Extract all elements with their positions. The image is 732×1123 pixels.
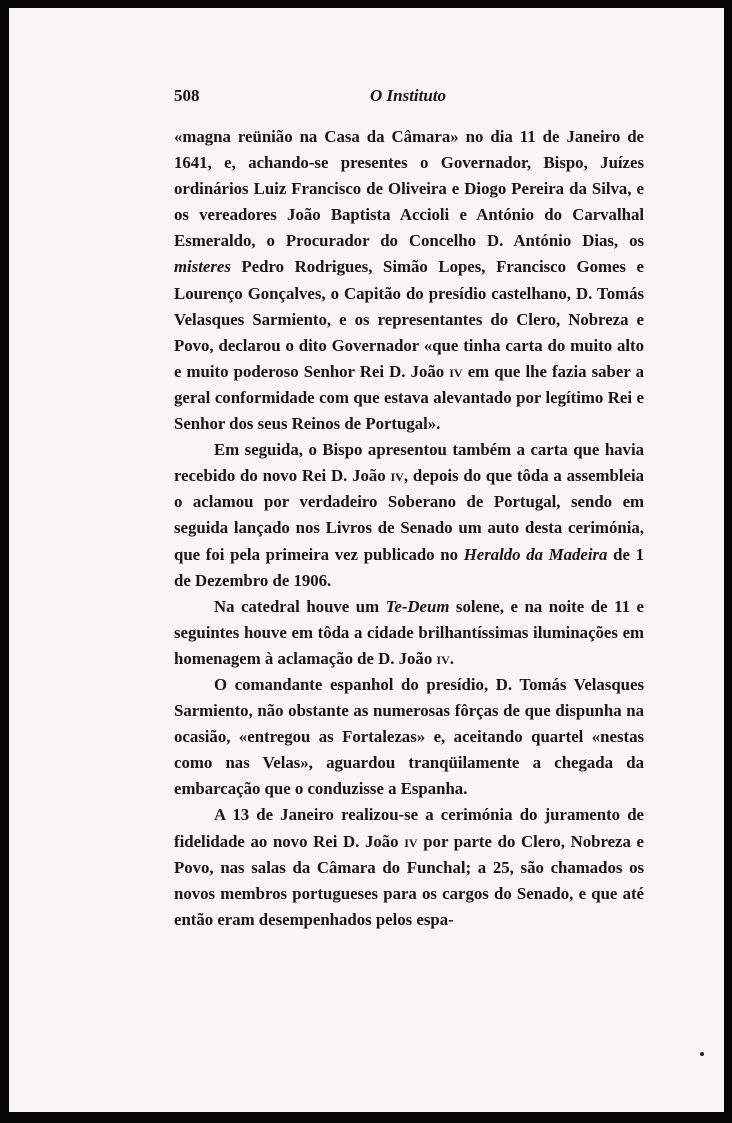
italic-title-heraldo: Heraldo da Madeira — [463, 544, 608, 564]
paragraph-1 — [174, 124, 644, 437]
text-run: , depois do que tôda a assembleia o aclamou por verdadeiro Soberano de Portugal, sendo em seguida lançado nos Livros de Senado um auto desta cerimónia, que foi pela primeira vez publicado no — [174, 466, 644, 564]
text-run: Em seguida, o Bispo apresentou também a carta que havia recebido do novo Rei D. João — [174, 440, 644, 486]
text-run: . — [449, 648, 454, 668]
italic-term-te-deum: Te-Deum — [385, 596, 450, 616]
running-title: O Instituto — [370, 86, 447, 105]
scan-speck — [700, 1052, 704, 1056]
body-text — [174, 124, 644, 933]
text-run: de 1 de Dezembro de 1906. — [174, 544, 645, 590]
text-run: em que lhe fazia saber a geral conformidade com que estava alevantado por legítimo Rei e Senhor dos seus Reinos de Portugal». — [174, 361, 644, 434]
text-run: solene, e na noite de 11 e seguintes houve em tôda a cidade brilhantíssimas iluminações em homenagem à aclamação de D. João — [174, 596, 644, 668]
paragraph-5 — [174, 802, 644, 932]
paragraph-3 — [174, 594, 644, 672]
text-run: por parte do Clero, Nobreza e Povo, nas salas da Câmara do Funchal; a 25, são chamados os novos membros portugueses para os cargos do Senado, e que até então eram desempenhados pelos espa- — [174, 831, 644, 929]
page-header — [174, 86, 644, 108]
text-run: Na catedral houve um — [214, 596, 386, 616]
roman-numeral: iv — [390, 466, 404, 486]
roman-numeral: iv — [436, 648, 450, 668]
text-run: A 13 de Janeiro realizou-se a cerimónia do juramento de fidelidade ao novo Rei D. João — [174, 805, 644, 851]
paragraph-2 — [174, 437, 644, 594]
text-run: Pedro Rodrigues, Simão Lopes, Francisco Gomes e Lourenço Gonçalves, o Capitão do presídio castelhano, D. Tomás Velasques Sarmiento, e os representantes do Clero, Nobreza e Povo, declarou o dito Governador «que tinha carta do muito alto e muito poderoso Senhor Rei D. João — [174, 257, 644, 381]
paragraph-4 — [174, 672, 644, 802]
italic-term-misteres: misteres — [174, 257, 231, 277]
roman-numeral: iv — [449, 361, 463, 381]
text-run: «magna reünião na Casa da Câmara» no dia 11 de Janeiro de 1641, e, achando-se presentes o Governador, Bispo, Juízes ordinários Luiz Francisco de Oliveira e Diogo Pereira da Silva, e os vereadores João Baptista Accioli e António do Carvalhal Esmeraldo, o Procurador do Concelho D. António Dias, os — [174, 127, 644, 251]
text-run: O comandante espanhol do presídio, D. Tomás Velasques Sarmiento, não obstante as numerosas fôrças de que dispunha na ocasião, «entregou as Fortalezas» e, aceitando quartel «nestas como nas Velas», aguardou tranqüilamente a chegada da embarcação que o conduzisse a Espanha. — [174, 674, 644, 799]
page-number: 508 — [174, 86, 200, 105]
roman-numeral: iv — [404, 831, 418, 851]
